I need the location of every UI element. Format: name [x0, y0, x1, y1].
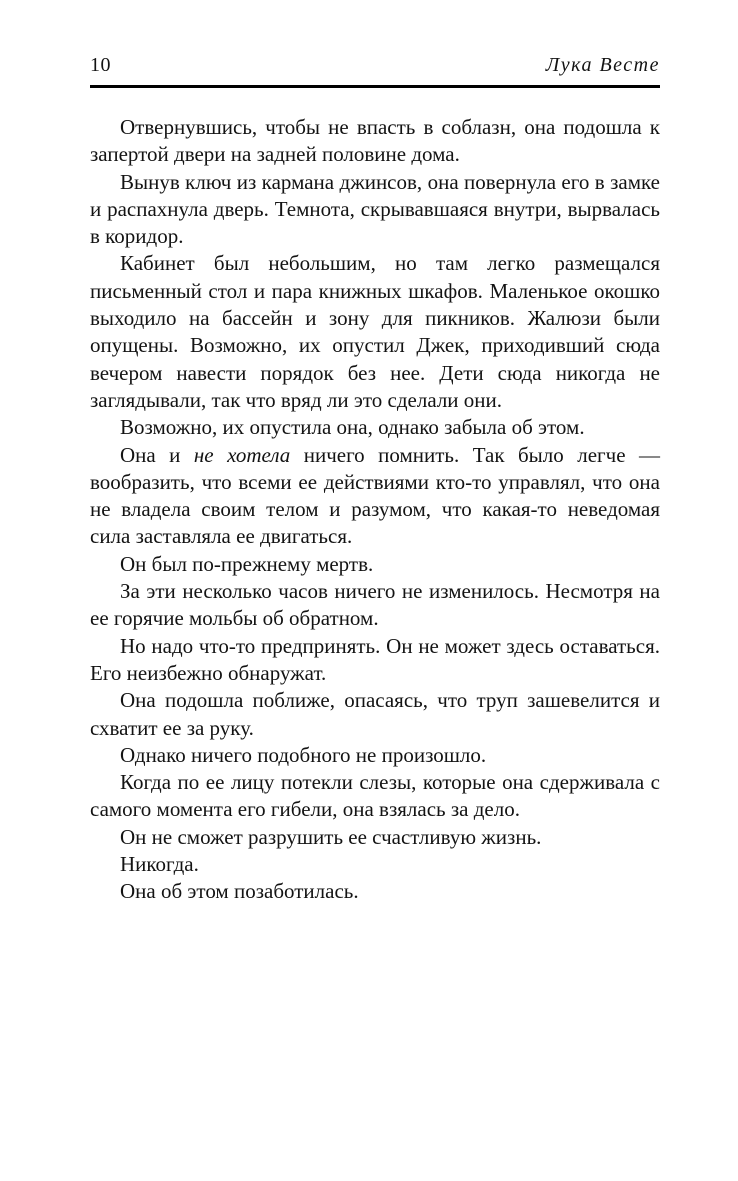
paragraph	[90, 633, 660, 688]
paragraph	[90, 442, 660, 551]
paragraph	[90, 878, 660, 905]
text-segment: Кабинет был небольшим, но там легко размещался письменный стол и пара книжных шкафов. Маленькое окошко выходило на бассейн и зону для пикников. Жалюзи были опущены. Возможно, их опустил Джек, приходивший сюда вечером навести порядок без нее. Дети сюда никогда не заглядывали, так что вряд ли это сделали они.	[90, 251, 660, 412]
paragraph	[90, 250, 660, 414]
text-segment: Он не сможет разрушить ее счастливую жизнь.	[120, 824, 542, 849]
body-text	[90, 114, 660, 906]
text-segment: Она подошла поближе, опасаясь, что труп зашевелится и схватит ее за руку.	[90, 688, 660, 740]
paragraph	[90, 578, 660, 633]
paragraph	[90, 742, 660, 769]
running-head: Лука Весте	[545, 54, 660, 76]
text-segment: Он был по-прежнему мертв.	[120, 551, 374, 576]
text-segment: Отвернувшись, чтобы не впасть в соблазн, она подошла к запертой двери на задней половине дома.	[90, 115, 660, 167]
text-segment: Она об этом позаботилась.	[120, 879, 359, 904]
text-segment: Но надо что-то предпринять. Он не может здесь оставаться. Его неизбежно обнаружат.	[90, 633, 660, 685]
italic-text: не хотела	[193, 442, 291, 467]
paragraph	[90, 687, 660, 742]
paragraph	[90, 769, 660, 824]
text-segment: Она и	[120, 442, 194, 467]
paragraph	[90, 414, 660, 441]
text-segment: Вынув ключ из кармана джинсов, она повернула его в замке и распахнула дверь. Темнота, скрывавшаяся внутри, вырвалась в коридор.	[90, 169, 660, 249]
paragraph	[90, 114, 660, 169]
text-segment: Однако ничего подобного не произошло.	[120, 742, 487, 767]
text-segment: За эти несколько часов ничего не изменилось. Несмотря на ее горячие мольбы об обратном.	[90, 579, 660, 631]
header-rule	[90, 85, 660, 88]
text-segment: Когда по ее лицу потекли слезы, которые она сдерживала с самого момента его гибели, она взялась за дело.	[90, 770, 660, 822]
paragraph	[90, 169, 660, 251]
paragraph	[90, 551, 660, 578]
paragraph	[90, 824, 660, 851]
text-segment: Никогда.	[120, 852, 199, 877]
text-segment: Возможно, их опустила она, однако забыла об этом.	[120, 415, 585, 440]
page-number: 10	[90, 54, 111, 76]
text-segment: ничего помнить. Так было легче — вообразить, что всеми ее действиями кто-то управлял, что она не владела своим телом и разумом, что какая-то неведомая сила заставляла ее двигаться.	[90, 442, 660, 549]
paragraph	[90, 851, 660, 878]
page-header	[90, 54, 660, 76]
